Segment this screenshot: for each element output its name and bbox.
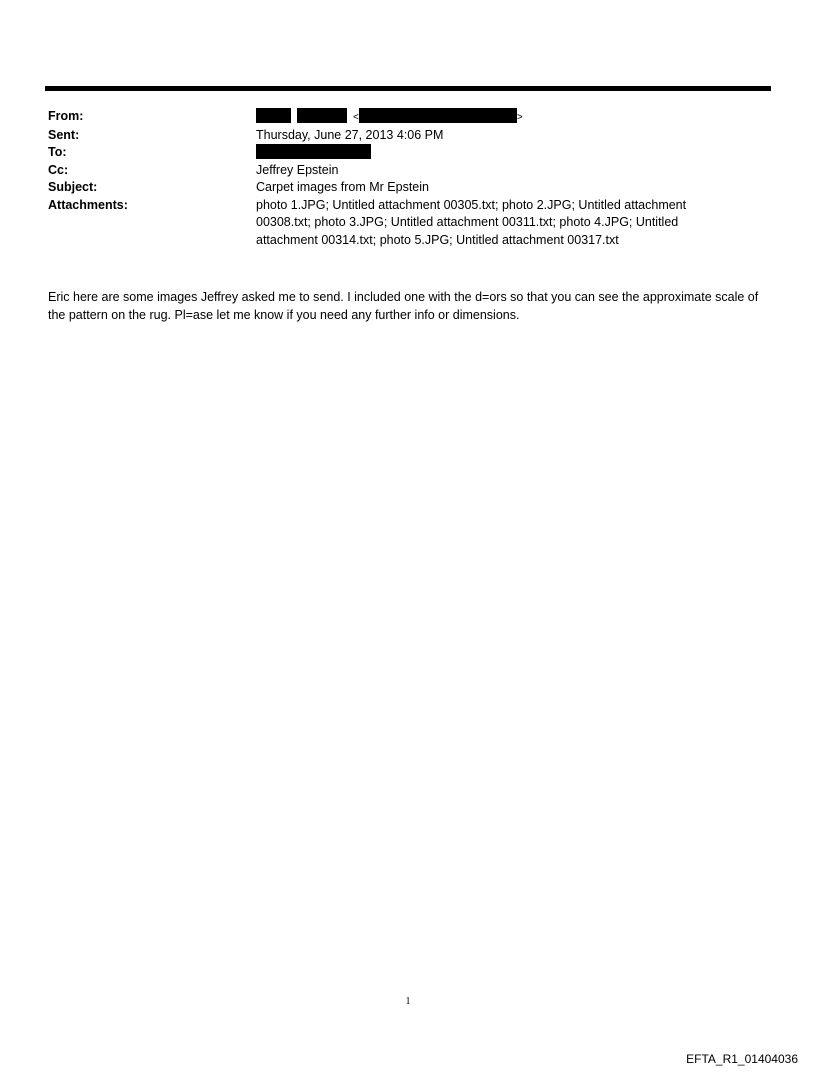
redaction-block xyxy=(256,108,291,123)
subject-row xyxy=(48,179,726,197)
from-label: From: xyxy=(48,109,84,123)
page-number: 1 xyxy=(405,996,411,1007)
subject-label: Subject: xyxy=(48,180,98,194)
to-label: To: xyxy=(48,145,67,159)
from-email-open: < xyxy=(352,112,359,123)
subject-value: Carpet images from Mr Epstein xyxy=(256,180,429,194)
attachments-row xyxy=(48,197,726,250)
redaction-block xyxy=(297,108,347,123)
from-value xyxy=(256,108,726,127)
redaction-block xyxy=(256,144,371,159)
header-rule xyxy=(45,86,771,91)
email-body: Eric here are some images Jeffrey asked me to send. I included one with the d=ors so that you can see the approximate scale of the pattern on the rug. Pl=ase let me know if you need any further info or dimensions. xyxy=(48,290,759,322)
from-email-close: > xyxy=(516,112,523,123)
to-row xyxy=(48,144,726,162)
sent-row xyxy=(48,127,726,145)
cc-row xyxy=(48,162,726,180)
redaction-block xyxy=(359,108,517,123)
cc-label: Cc: xyxy=(48,162,69,177)
sent-label: Sent: xyxy=(48,127,80,142)
sent-value: Thursday, June 27, 2013 4:06 PM xyxy=(256,127,444,142)
to-value xyxy=(256,144,726,162)
from-row xyxy=(48,108,726,127)
document-id: EFTA_R1_01404036 xyxy=(686,1052,798,1066)
cc-value: Jeffrey Epstein xyxy=(256,162,339,177)
email-header xyxy=(48,108,726,249)
attachments-label: Attachments: xyxy=(48,197,128,212)
attachments-value: photo 1.JPG; Untitled attachment 00305.txt; photo 2.JPG; Untitled attachment 00308.txt; photo 3.JPG; Untitled attachment 00311.txt; photo 4.JPG; Untitled attachment 00314.txt; photo 5.JPG; Untitled attachment 00317.txt xyxy=(256,197,687,247)
